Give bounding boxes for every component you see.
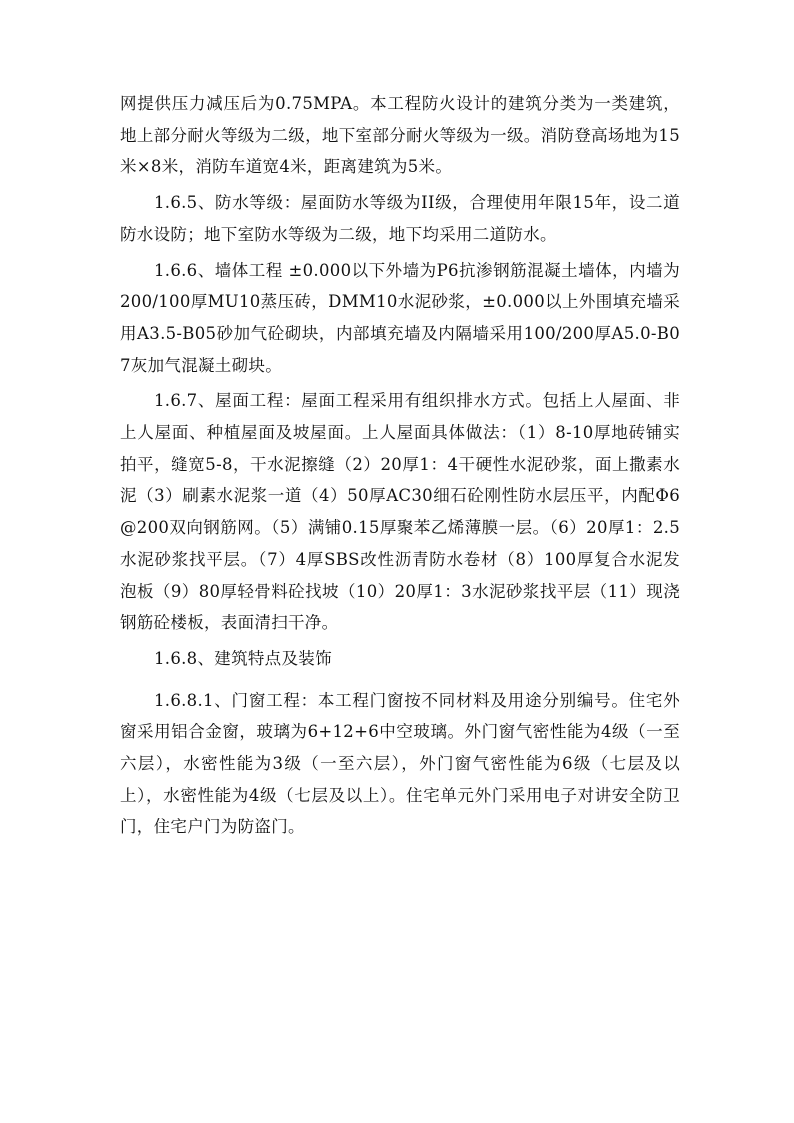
document-page [120,88,680,843]
paragraph-building-features-heading: 1.6.8、建筑特点及装饰 [154,648,332,668]
paragraph-roof-works: 1.6.7、屋面工程：屋面工程采用有组织排水方式。包括上人屋面、非上人屋面、种植屋面及坡屋面。上人屋面具体做法：（1）8-10厚地砖铺实拍平，缝宽5-8，干水泥擦缝（2）20厚1：4干硬性水泥砂浆，面上撒素水泥（3）刷素水泥浆一道（4）50厚AC30细石砼刚性防水层压平，内配Φ6@200双向钢筋网。（5）满铺0.15厚聚苯乙烯薄膜一层。（6）20厚1：2.5水泥砂浆找平层。（7）4厚SBS改性沥青防水卷材（8）100厚复合水泥发泡板（9）80厚轻骨料砼找坡（10）20厚1：3水泥砂浆找平层（11）现浇钢筋砼楼板，表面清扫干净。 [120,391,680,633]
paragraph-fire-protection: 网提供压力减压后为0.75MPA。本工程防火设计的建筑分类为一类建筑，地上部分耐火等级为二级，地下室部分耐火等级为一级。消防登高场地为15米×8米，消防车道宽4米，距离建筑为5米。 [120,94,680,177]
paragraph-wall-works: 1.6.6、墙体工程 ±0.000以下外墙为P6抗渗钢筋混凝土墙体，内墙为200/100厚MU10蒸压砖，DMM10水泥砂浆，±0.000以上外围填充墙采用A3.5-B05砂加气砼砌块，内部填充墙及内隔墙采用100/200厚A5.0-B07灰加气混凝土砌块。 [120,260,680,375]
paragraph-waterproof-grade: 1.6.5、防水等级：屋面防水等级为II级，合理使用年限15年，设二道防水设防；地下室防水等级为二级，地下均采用二道防水。 [120,193,680,244]
paragraph-doors-windows: 1.6.8.1、门窗工程：本工程门窗按不同材料及用途分别编号。住宅外窗采用铝合金窗，玻璃为6+12+6中空玻璃。外门窗气密性能为4级（一至六层），水密性能为3级（一至六层），外门窗气密性能为6级（七层及以上），水密性能为4级（七层及以上）。住宅单元外门采用电子对讲安全防卫门，住宅户门为防盗门。 [120,690,680,837]
